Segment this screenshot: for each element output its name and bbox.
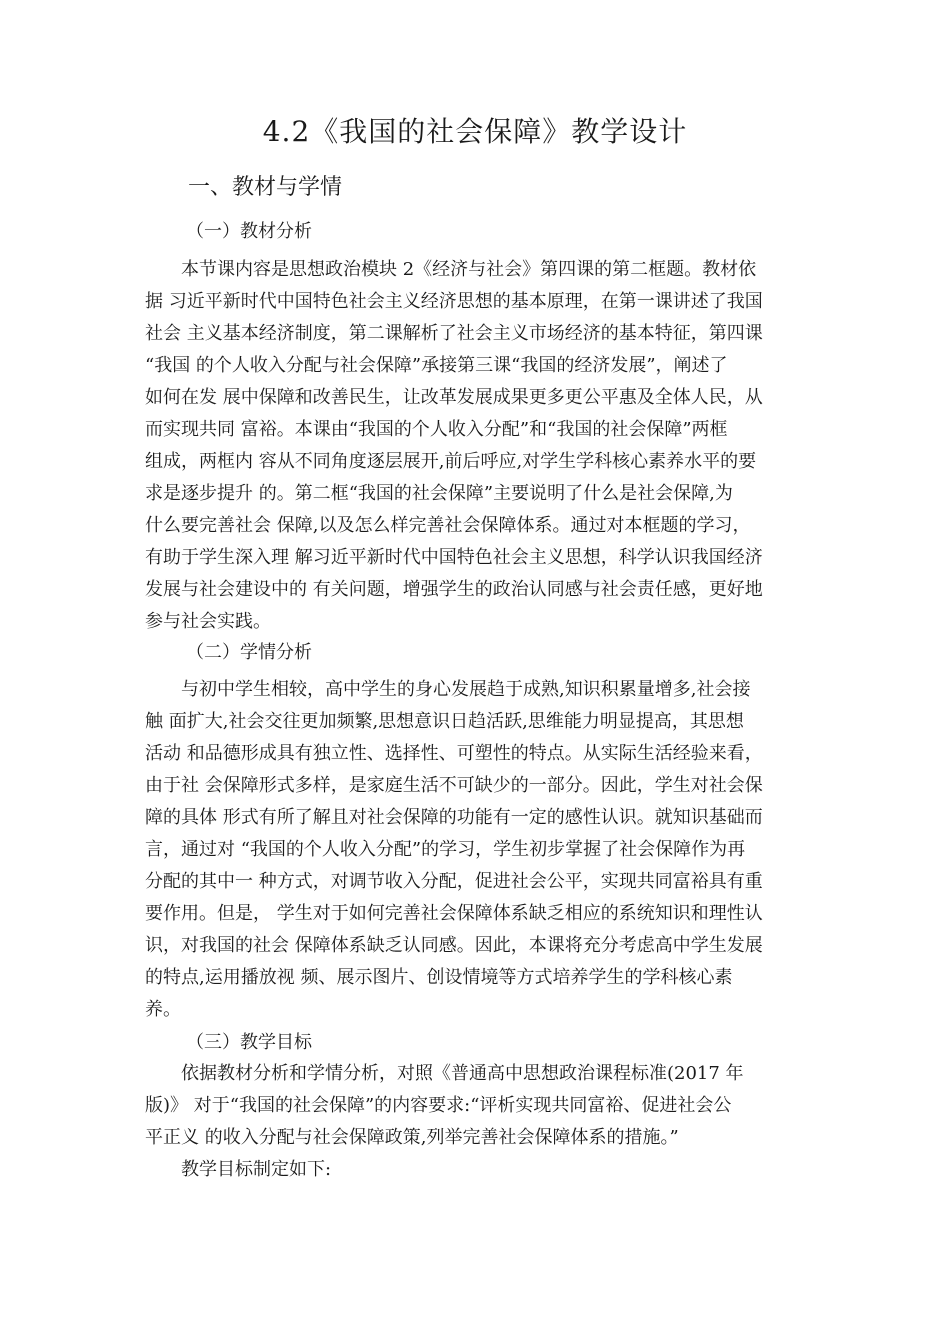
- text-line: 的特点,运用播放视 频、展示图片、创设情境等方式培养学生的学科核心素: [145, 967, 733, 988]
- text-line: 发展与社会建设中的 有关问题，增强学生的政治认同感与社会责任感，更好地: [145, 579, 763, 600]
- text-line: 识，对我国的社会 保障体系缺乏认同感。因此，本课将充分考虑高中学生发展: [145, 935, 763, 956]
- text-line: 依据教材分析和学情分析，对照《普通高中思想政治课程标准(2017 年: [145, 1063, 744, 1084]
- paragraph-teaching-goals: [145, 1058, 807, 1186]
- document-title: 4.2《我国的社会保障》教学设计: [262, 115, 688, 148]
- text-line: 触 面扩大,社会交往更加频繁,思想意识日趋活跃,思维能力明显提高，其思想: [145, 711, 744, 732]
- text-line: 教学目标制定如下:: [145, 1159, 332, 1180]
- section-heading-textbook-and-students: 一、教材与学情: [188, 175, 343, 200]
- text-line: 由于社 会保障形式多样，是家庭生活不可缺少的一部分。因此，学生对社会保: [145, 775, 763, 796]
- text-line: 要作用。但是， 学生对于如何完善社会保障体系缺乏相应的系统知识和理性认: [145, 903, 763, 924]
- text-line: 社会 主义基本经济制度，第二课解析了社会主义市场经济的基本特征，第四课: [145, 323, 763, 344]
- text-line: 而实现共同 富裕。本课由“我国的个人收入分配”和“我国的社会保障”两框: [145, 419, 728, 440]
- text-line: 养。: [145, 999, 181, 1020]
- subsection-heading-textbook-analysis: （一）教材分析: [186, 221, 312, 242]
- text-line: 言，通过对 “我国的个人收入分配”的学习，学生初步掌握了社会保障作为再: [145, 839, 746, 860]
- text-line: 求是逐步提升 的。第二框“我国的社会保障”主要说明了什么是社会保障,为: [145, 483, 733, 504]
- paragraph-textbook-analysis: [145, 254, 807, 638]
- text-line: 如何在发 展中保障和改善民生，让改革发展成果更多更公平惠及全体人民，从: [145, 387, 763, 408]
- text-line: 平正义 的收入分配与社会保障政策,列举完善社会保障体系的措施。”: [145, 1127, 679, 1148]
- text-line: 据 习近平新时代中国特色社会主义经济思想的基本原理，在第一课讲述了我国: [145, 291, 763, 312]
- text-line: 参与社会实践。: [145, 611, 271, 632]
- text-line: 什么要完善社会 保障,以及怎么样完善社会保障体系。通过对本框题的学习，: [145, 515, 751, 536]
- text-line: 分配的其中一 种方式，对调节收入分配，促进社会公平，实现共同富裕具有重: [145, 871, 763, 892]
- text-line: 组成，两框内 容从不同角度逐层展开,前后呼应,对学生学科核心素养水平的要: [145, 451, 757, 472]
- text-line: 有助于学生深入理 解习近平新时代中国特色社会主义思想，科学认识我国经济: [145, 547, 763, 568]
- subsection-heading-student-analysis: （二）学情分析: [186, 642, 312, 663]
- text-line: 版)》 对于“我国的社会保障”的内容要求:“评析实现共同富裕、促进社会公: [145, 1095, 732, 1116]
- text-line: “我国 的个人收入分配与社会保障”承接第三课“我国的经济发展”，阐述了: [145, 355, 728, 376]
- text-line: 本节课内容是思想政治模块 2《经济与社会》第四课的第二框题。教材依: [145, 259, 757, 280]
- subsection-heading-teaching-goals: （三）教学目标: [186, 1032, 312, 1053]
- text-line: 与初中学生相较，高中学生的身心发展趋于成熟,知识积累量增多,社会接: [145, 679, 751, 700]
- text-line: 障的具体 形式有所了解且对社会保障的功能有一定的感性认识。就知识基础而: [145, 807, 763, 828]
- paragraph-student-analysis: [145, 674, 807, 1026]
- text-line: 活动 和品德形成具有独立性、选择性、可塑性的特点。从实际生活经验来看，: [145, 743, 763, 764]
